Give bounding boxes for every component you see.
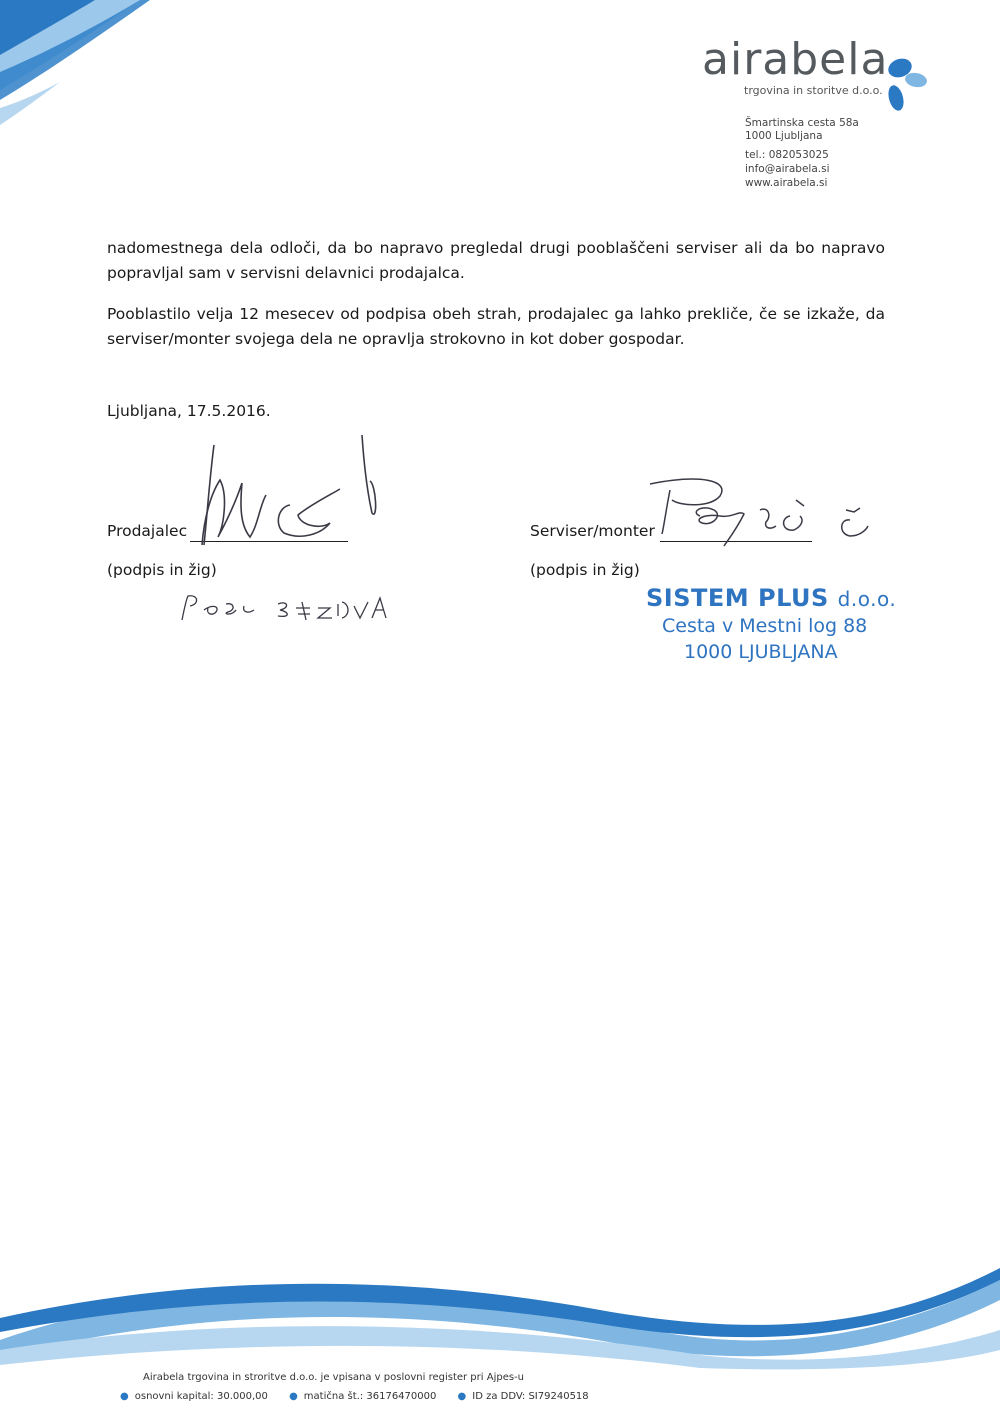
footer-vat-text: ID za DDV: SI79240518 [472,1391,589,1402]
handwritten-note-drawing [178,590,398,624]
servicer-sublabel: (podpis in žig) [530,561,640,579]
seller-sublabel: (podpis in žig) [107,561,217,579]
address-email: info@airabela.si [745,163,830,175]
stamp-name: SISTEM PLUS [646,584,829,612]
address-city: 1000 Ljubljana [745,130,823,142]
butterfly-logo-icon [880,54,932,124]
servicer-signature [640,470,890,550]
footer-item-vat-id [458,1391,589,1402]
stamp-suffix: d.o.o. [837,587,897,611]
stamp-street: Cesta v Mestni log 88 [662,615,868,637]
address-phone: tel.: 082053025 [745,149,829,161]
bullet-icon: ● [457,1391,467,1402]
footer-registration: Airabela trgovina in stroritve d.o.o. je vpisana v poslovni register pri Ajpes-u [143,1372,525,1383]
seller-signature [180,425,380,555]
seller-label: Prodajalec [107,522,188,540]
address-website: www.airabela.si [745,177,828,189]
company-logo: airabela [702,34,889,85]
footer-item-registry-number [289,1391,436,1402]
body-paragraph-1: nadomestnega dela odloči, da bo napravo pregledal drugi pooblaščeni serviser ali da bo napravo popravljal sam v servisni delavnici prodajalca. [107,239,885,282]
body-paragraph-2: Pooblastilo velja 12 mesecev od podpisa obeh strah, prodajalec ga lahko prekliče, če se izkaže, da serviser/monter svojega dela ne opravlja strokovno in kot dober gospodar. [107,305,885,348]
logo-tagline: trgovina in storitve d.o.o. [744,84,883,97]
seller-handwritten-note [178,590,398,624]
footer-capital-text: osnovni kapital: 30.000,00 [134,1391,268,1402]
stamp-city: 1000 LJUBLJANA [684,641,838,663]
bullet-icon: ● [289,1391,298,1402]
footer-registry-text: matična št.: 36176470000 [303,1391,437,1402]
bullet-icon: ● [120,1391,129,1402]
footer-item-capital [120,1391,268,1402]
footer-company-details [120,1391,607,1402]
place-date: Ljubljana, 17.5.2016. [107,402,271,420]
servicer-label: Serviser/monter [530,522,655,540]
footer-wave-decoration [0,1260,1000,1370]
stamp-company-name [646,584,896,612]
address-street: Šmartinska cesta 58a [745,117,859,129]
